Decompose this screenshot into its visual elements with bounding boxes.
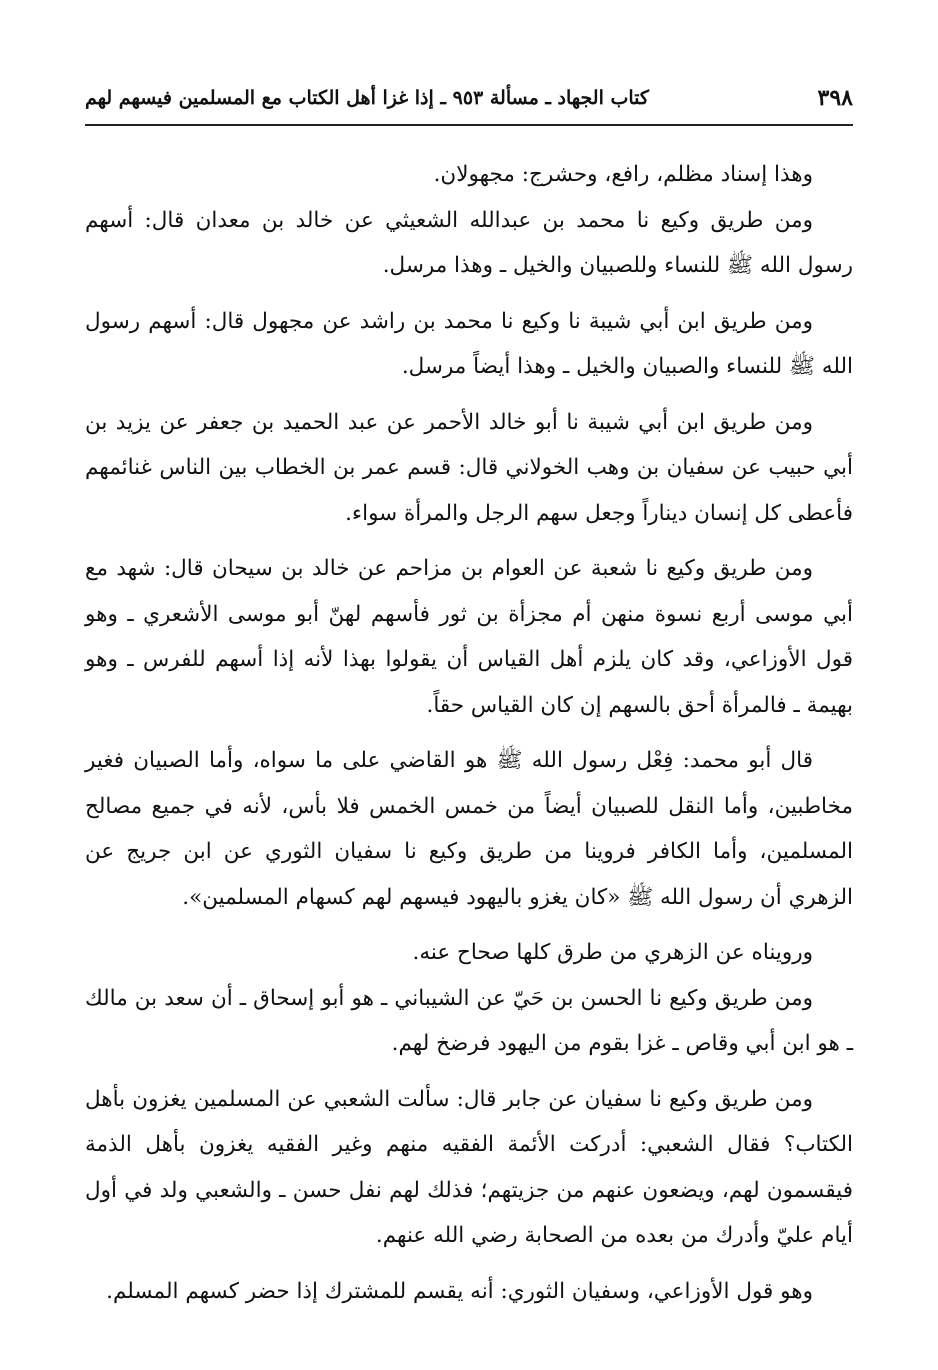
paragraph: ومن طريق وكيع نا محمد بن عبدالله الشعيثي عن خالد بن معدان قال: أسهم رسول الله ﷺ للنساء وللصبيان والخيل ـ وهذا مرسل.	[85, 207, 853, 278]
paragraph: وهذا إسناد مظلم، رافع، وحشرج: مجهولان.	[433, 162, 813, 187]
paragraph: ومن طريق وكيع نا الحسن بن حَيّ عن الشيباني ـ هو أبو إسحاق ـ أن سعد بن مالك ـ هو ابن أبي وقاص ـ غزا بقوم من اليهود فرضخ لهم.	[85, 985, 853, 1056]
header-divider	[85, 124, 853, 126]
paragraph: ومن طريق ابن أبي شيبة نا أبو خالد الأحمر عن عبد الحميد بن جعفر عن يزيد بن أبي حبيب عن سفيان بن وهب الخولاني قال: قسم عمر بن الخطاب بين الناس غنائمهم فأعطى كل إنسان ديناراً وجعل سهم الرجل والمرأة سواء.	[85, 409, 853, 526]
paragraph: وهو قول الأوزاعي، وسفيان الثوري: أنه يقسم للمشترك إذا حضر كسهم المسلم.	[106, 1278, 813, 1304]
main-text	[85, 152, 853, 1324]
paragraph: ومن طريق وكيع نا سفيان عن جابر قال: سألت الشعبي عن المسلمين يغزون بأهل الكتاب؟ فقال الشعبي: أدركت الأئمة الفقيه منهم وغير الفقيه يغزون بأهل الذمة فيقسمون لهم، ويضعون عنهم من جزيتهم؛ فذلك لهم نفل حسن ـ والشعبي ولد في أول أيام عليّ وأدرك من بعده من الصحابة رضي الله عنهم.	[85, 1086, 853, 1248]
page-number: ٣٩٨	[817, 85, 853, 111]
running-title: كتاب الجهاد ـ مسألة ٩٥٣ ـ إذا غزا أهل الكتاب مع المسلمين فيسهم لهم	[85, 87, 649, 109]
page-header	[85, 78, 853, 118]
paragraph: ورويناه عن الزهري من طرق كلها صحاح عنه.	[412, 940, 813, 965]
paragraph: قال أبو محمد: فِعْل رسول الله ﷺ هو القاضي على ما سواه، وأما الصبيان فغير مخاطبين، وأما النقل للصبيان أيضاً من خمس الخمس فلا بأس، لأنه في جميع مصالح المسلمين، وأما الكافر فروينا من طريق وكيع نا سفيان الثوري عن ابن جريج عن الزهري أن رسول الله ﷺ «كان يغزو باليهود فيسهم لهم كسهام المسلمين».	[85, 748, 853, 910]
paragraph: ومن طريق ابن أبي شيبة نا وكيع نا محمد بن راشد عن مجهول قال: أسهم رسول الله ﷺ للنساء والصبيان والخيل ـ وهذا أيضاً مرسل.	[85, 308, 853, 379]
paragraph: ومن طريق وكيع نا شعبة عن العوام بن مزاحم عن خالد بن سيحان قال: شهد مع أبي موسى أربع نسوة منهن أم مجزأة بن ثور فأسهم لهنّ أبو موسى الأشعري ـ وهو قول الأوزاعي، وقد كان يلزم أهل القياس أن يقولوا بهذا لأنه إذا أسهم للفرس ـ وهو بهيمة ـ فالمرأة أحق بالسهم إن كان القياس حقاً.	[85, 556, 853, 718]
